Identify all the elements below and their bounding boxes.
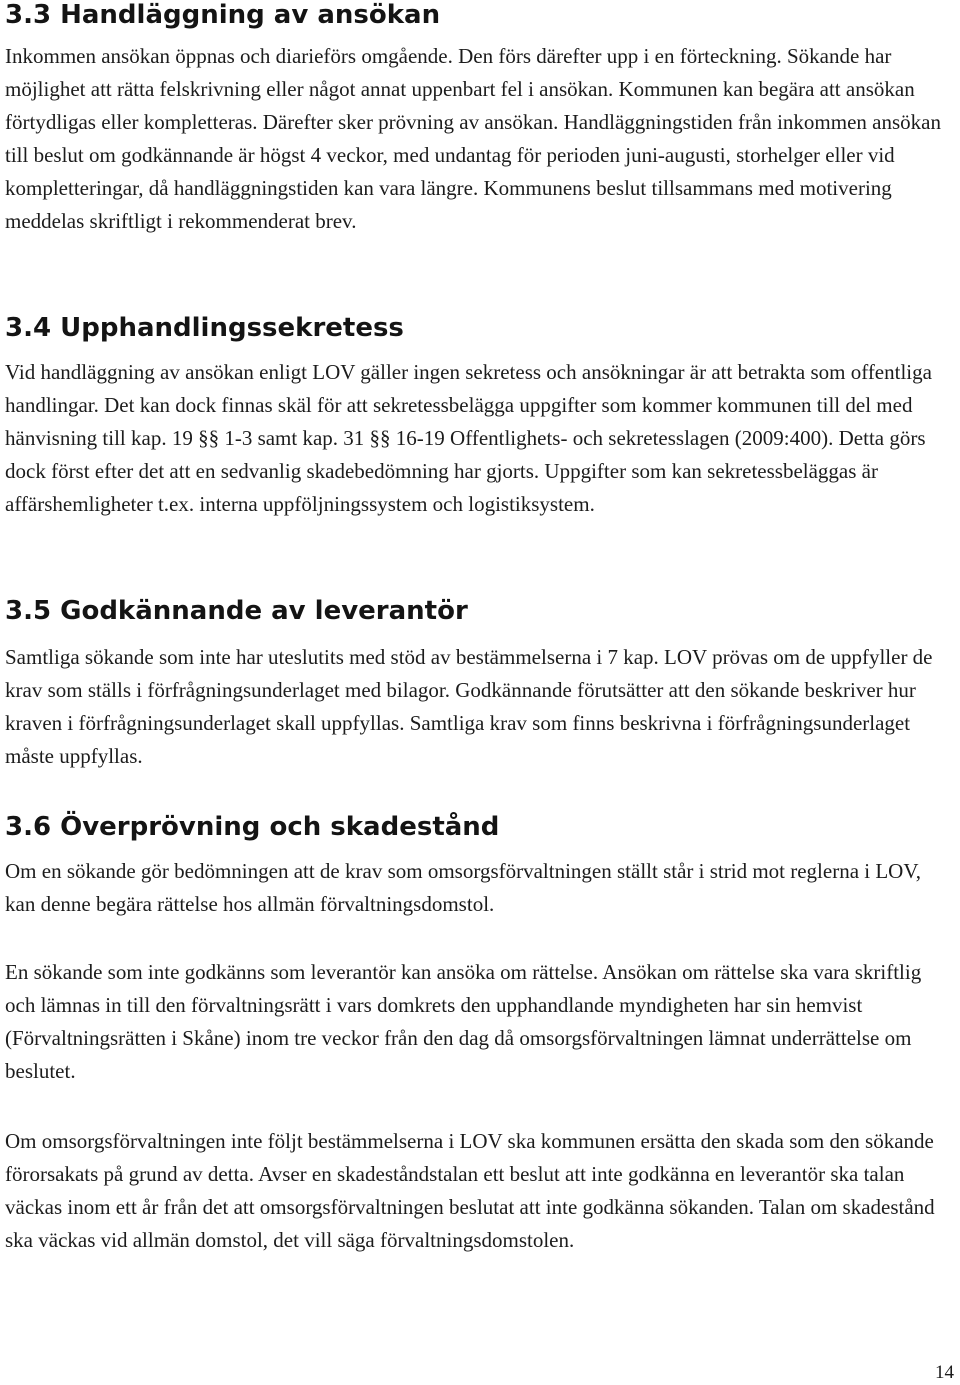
- section-heading-3-4: 3.4 Upphandlingssekretess: [5, 313, 404, 343]
- section-3-6-paragraph-1: Om en sökande gör bedömningen att de krav som omsorgsförvaltningen ställt står i strid mot reglerna i LOV, kan denne begära rättelse hos allmän förvaltningsdomstol.: [5, 859, 922, 916]
- section-heading-3-6: 3.6 Överprövning och skadestånd: [5, 812, 500, 842]
- section-3-6-paragraph-2: En sökande som inte godkänns som leverantör kan ansöka om rättelse. Ansökan om rättelse ska vara skriftlig och lämnas in till den förvaltningsrätt i vars domkrets den upphandlande myndigheten har sin hemvist (Förvaltningsrätten i Skåne) inom tre veckor från den dag då omsorgsförvaltningen lämnat underrättelse om beslutet.: [5, 960, 922, 1083]
- page-number: 14: [935, 1362, 954, 1383]
- section-3-5-paragraph: Samtliga sökande som inte har uteslutits med stöd av bestämmelserna i 7 kap. LOV prövas om de uppfyller de krav som ställs i förfrågningsunderlaget med bilagor. Godkännande förutsätter att den sökande beskriver hur kraven i förfrågningsunderlaget skall uppfyllas. Samtliga krav som finns beskrivna i förfrågningsunderlaget måste uppfyllas.: [5, 645, 933, 768]
- section-3-4-paragraph: Vid handläggning av ansökan enligt LOV gäller ingen sekretess och ansökningar är att betrakta som offentliga handlingar. Det kan dock finnas skäl för att sekretessbelägga uppgifter som kommer kommunen till del med hänvisning till kap. 19 §§ 1-3 samt kap. 31 §§ 16-19 Offentlighets- och sekretesslagen (2009:400). Detta görs dock först efter det att en sedvanlig skadebedömning har gjorts. Uppgifter som kan sekretessbeläggas är affärshemligheter t.ex. interna uppföljningssystem och logistiksystem.: [5, 360, 932, 516]
- section-heading-3-5: 3.5 Godkännande av leverantör: [5, 596, 468, 626]
- section-3-3-paragraph: Inkommen ansökan öppnas och diarieförs omgående. Den förs därefter upp i en förteckning. Sökande har möjlighet att rätta felskrivning eller något annat uppenbart fel i ansökan. Kommunen kan begära att ansökan förtydligas eller kompletteras. Därefter sker prövning av ansökan. Handläggningstiden från inkommen ansökan till beslut om godkännande är högst 4 veckor, med undantag för perioden juni-augusti, storhelger eller vid kompletteringar, då handläggningstiden kan vara längre. Kommunens beslut tillsammans med motivering meddelas skriftligt i rekommenderat brev.: [5, 44, 941, 233]
- section-heading-3-3: 3.3 Handläggning av ansökan: [5, 0, 441, 30]
- section-3-6-paragraph-3: Om omsorgsförvaltningen inte följt bestämmelserna i LOV ska kommunen ersätta den skada som den sökande förorsakats på grund av detta. Avser en skadeståndstalan ett beslut att inte godkänna en leverantör ska talan väckas inom ett år från det att omsorgsförvaltningen beslutat att inte godkänna sökanden. Talan om skadestånd ska väckas vid allmän domstol, det vill säga förvaltningsdomstolen.: [5, 1129, 935, 1252]
